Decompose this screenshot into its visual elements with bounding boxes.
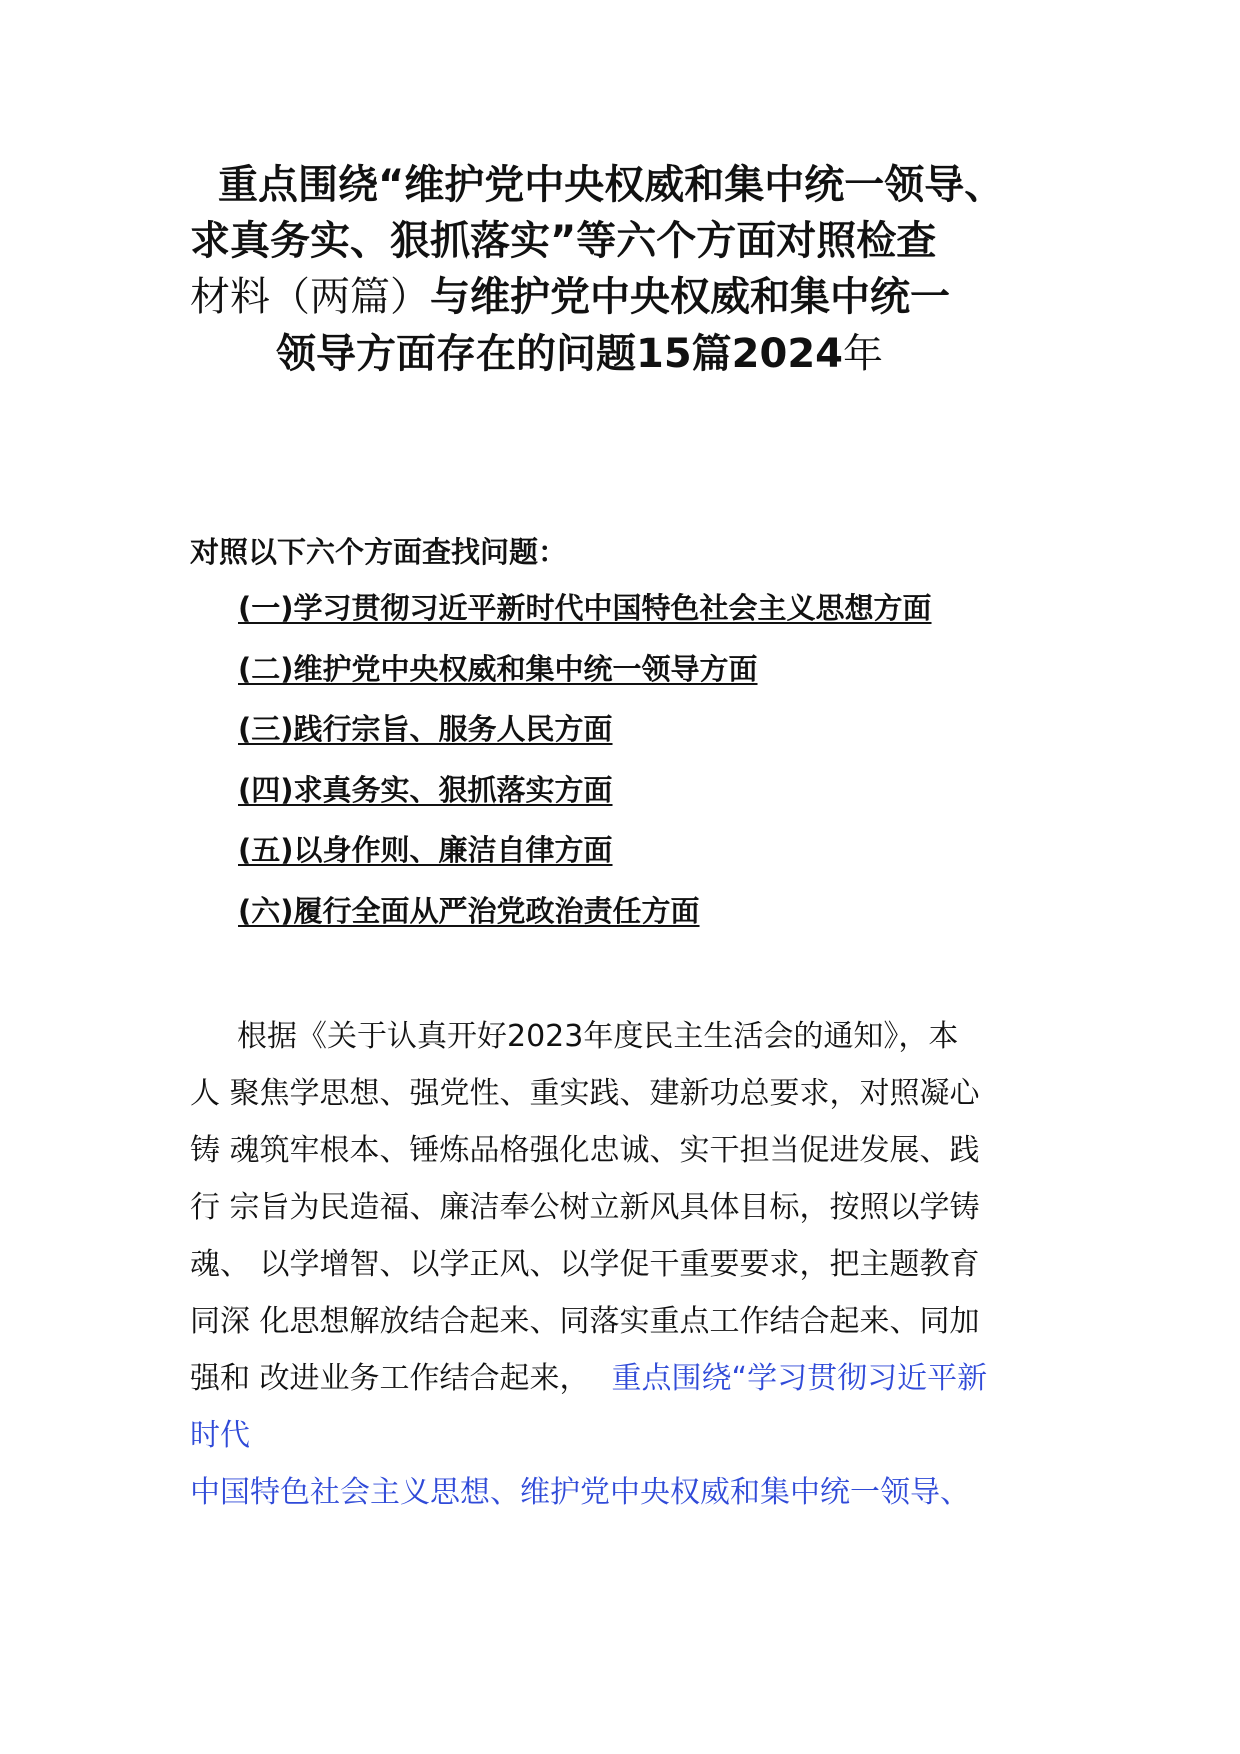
aspect-link-3[interactable]: (三)践行宗旨、服务人民方面: [238, 712, 613, 746]
aspect-link-6[interactable]: (六)履行全面从严治党政治责任方面: [238, 893, 700, 928]
aspect-link-4[interactable]: (四)求真务实、狠抓落实方面: [238, 772, 613, 807]
body-line-7-text: 强和 改进业务工作结合起来，: [190, 1361, 590, 1396]
title-line-4-thin: 年: [843, 331, 883, 377]
body-line-7: [190, 1350, 1070, 1407]
body-line-8: 时代: [190, 1418, 250, 1453]
document-title-line-3: [190, 272, 950, 322]
body-line-1: 根据《关于认真开好2023年度民主生活会的通知》，本: [237, 1019, 959, 1054]
body-line-4: 行 宗旨为民造福、廉洁奉公树立新风具体目标，按照以学铸: [190, 1190, 980, 1225]
aspect-link-5[interactable]: (五)以身作则、廉洁自律方面: [238, 833, 613, 867]
title-line-3-thin: 材料（两篇）: [190, 274, 430, 320]
body-paragraph: [190, 1008, 1070, 1521]
highlighted-text: 重点围绕“学习贯彻习近平新: [611, 1361, 988, 1396]
body-line-6: 同深 化思想解放结合起来、同落实重点工作结合起来、同加: [190, 1304, 980, 1339]
document-title-line-1: 重点围绕“维护党中央权威和集中统一领导、: [218, 162, 1005, 208]
title-line-4-bold: 领导方面存在的问题15篇2024: [276, 331, 843, 377]
document-title-line-4: [276, 329, 883, 379]
section-heading: 对照以下六个方面查找问题：: [190, 535, 568, 569]
body-line-9: 中国特色社会主义思想、维护党中央权威和集中统一领导、: [190, 1475, 970, 1510]
body-line-3: 铸 魂筑牢根本、锤炼品格强化忠诚、实干担当促进发展、践: [190, 1133, 980, 1168]
body-line-2: 人 聚焦学思想、强党性、重实践、建新功总要求，对照凝心: [190, 1076, 980, 1111]
title-line-3-bold: 与维护党中央权威和集中统一: [430, 274, 950, 320]
aspect-list: [238, 588, 932, 951]
aspect-link-1[interactable]: (一)学习贯彻习近平新时代中国特色社会主义思想方面: [238, 591, 932, 625]
aspect-link-2[interactable]: (二)维护党中央权威和集中统一领导方面: [238, 651, 758, 686]
document-title-line-2: 求真务实、狠抓落实”等六个方面对照检查: [190, 218, 937, 264]
body-line-5: 魂、 以学增智、以学正风、以学促干重要要求，把主题教育: [190, 1247, 980, 1282]
